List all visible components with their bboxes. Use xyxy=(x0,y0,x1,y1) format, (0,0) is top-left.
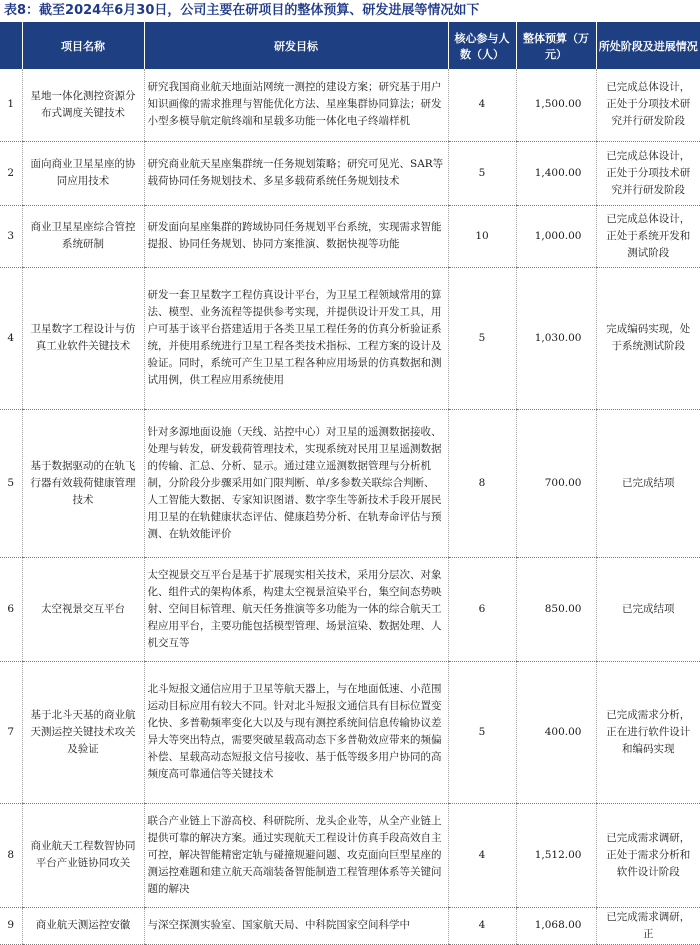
project-budget: 400.00 xyxy=(516,661,596,803)
row-index: 6 xyxy=(0,557,22,661)
table-row xyxy=(0,267,700,409)
project-goal: 研发面向星座集群的跨域协同任务规划平台系统，实现需求智能提报、协同任务规划、协同方案推演、数据快视等功能 xyxy=(144,205,448,267)
project-budget: 700.00 xyxy=(516,409,596,557)
project-budget: 1,000.00 xyxy=(516,205,596,267)
header-people: 核心参与人数（人） xyxy=(448,22,516,69)
project-goal: 研究商业航天星座集群统一任务规划策略；研究可见光、SAR等载荷协同任务规划技术、多星多载荷系统任务规划技术 xyxy=(144,141,448,205)
project-people: 5 xyxy=(448,267,516,409)
project-name: 商业卫星星座综合管控系统研制 xyxy=(22,205,144,267)
project-goal: 联合产业链上下游高校、科研院所、龙头企业等，从全产业链上提供可靠的解决方案。通过实现航天工程设计仿真手段高效自主可控，解决智能精密定轨与碰撞规避问题、攻克面向巨型星座的测运控难题和建立航天高端装备智能制造工程管理体系等关键问题的解决 xyxy=(144,803,448,907)
table-row xyxy=(0,69,700,141)
row-index: 3 xyxy=(0,205,22,267)
project-budget: 1,512.00 xyxy=(516,803,596,907)
project-people: 6 xyxy=(448,557,516,661)
project-people: 8 xyxy=(448,409,516,557)
project-budget: 1,068.00 xyxy=(516,907,596,944)
project-stage: 已完成总体设计，正处于分项技术研究并行研发阶段 xyxy=(596,69,700,141)
project-stage: 已完成总体设计，正处于系统开发和测试阶段 xyxy=(596,205,700,267)
table-row xyxy=(0,409,700,557)
project-goal: 与深空探测实验室、国家航天局、中科院国家空间科学中 xyxy=(144,907,448,944)
row-index: 8 xyxy=(0,803,22,907)
project-name: 基于数据驱动的在轨飞行器有效载荷健康管理技术 xyxy=(22,409,144,557)
project-people: 4 xyxy=(448,803,516,907)
project-budget: 1,030.00 xyxy=(516,267,596,409)
header-stage: 所处阶段及进展情况 xyxy=(596,22,700,69)
project-name: 商业航天测运控安徽 xyxy=(22,907,144,944)
row-index: 1 xyxy=(0,69,22,141)
table-caption: 表8：截至2024年6月30日，公司主要在研项目的整体预算、研发进展等情况如下 xyxy=(4,3,480,18)
project-stage: 已完成总体设计，正处于分项技术研究并行研发阶段 xyxy=(596,141,700,205)
project-goal: 研究我国商业航天地面站网统一测控的建设方案；研究基于用户知识画像的需求推理与智能优化方法、星座集群协同算法；研发小型多模导航定航终端和星载多功能一体化电子终端样机 xyxy=(144,69,448,141)
project-stage: 已完成需求调研，正 xyxy=(596,907,700,944)
header-project-name: 项目名称 xyxy=(22,22,144,69)
table-row xyxy=(0,907,700,944)
project-name: 太空视景交互平台 xyxy=(22,557,144,661)
table-row xyxy=(0,141,700,205)
header-index xyxy=(0,22,22,69)
project-budget: 1,400.00 xyxy=(516,141,596,205)
project-people: 5 xyxy=(448,661,516,803)
project-name: 商业航天工程数智协同平台产业链协同攻关 xyxy=(22,803,144,907)
table-row xyxy=(0,661,700,803)
row-index: 7 xyxy=(0,661,22,803)
project-stage: 已完成结项 xyxy=(596,557,700,661)
project-stage: 已完成需求分析，正在进行软件设计和编码实现 xyxy=(596,661,700,803)
project-people: 5 xyxy=(448,141,516,205)
project-name: 基于北斗天基的商业航天测运控关键技术攻关及验证 xyxy=(22,661,144,803)
project-budget: 850.00 xyxy=(516,557,596,661)
projects-table xyxy=(0,22,700,945)
table-row xyxy=(0,205,700,267)
project-people: 4 xyxy=(448,69,516,141)
table-row xyxy=(0,803,700,907)
row-index: 2 xyxy=(0,141,22,205)
project-people: 4 xyxy=(448,907,516,944)
header-goal: 研发目标 xyxy=(144,22,448,69)
project-budget: 1,500.00 xyxy=(516,69,596,141)
project-name: 面向商业卫星星座的协同应用技术 xyxy=(22,141,144,205)
project-goal: 研发一套卫星数字工程仿真设计平台，为卫星工程领域常用的算法、模型、业务流程等提供参考实现，并提供设计开发工具，用户可基于该平台搭建适用于各类卫星工程任务的仿真分析验证系统，并使用系统进行卫星工程各类技术指标、工程方案的设计及验证。同时，系统可产生卫星工程各种应用场景的仿真数据和测试用例，供工程应用系统使用 xyxy=(144,267,448,409)
table-row xyxy=(0,557,700,661)
project-goal: 太空视景交互平台是基于扩展现实相关技术，采用分层次、对象化、组件式的架构体系，构建太空视景渲染平台，集空间态势映射、空间目标管理、航天任务推演等多功能为一体的综合航天工程应用平台，主要功能包括模型管理、场景渲染、数据处理、人机交互等 xyxy=(144,557,448,661)
project-stage: 已完成需求调研，正处于需求分析和软件设计阶段 xyxy=(596,803,700,907)
project-goal: 北斗短报文通信应用于卫星等航天器上，与在地面低速、小范围运动目标应用有较大不同。针对北斗短报文通信具有目标位置变化快、多普勒频率变化大以及与现有测控系统间信息传输协议差异大等突出特点，需要突破星载高动态下多普勒效应带来的频偏补偿、星载高动态短报文信号接收、基于低等级多用户协同的高频度高可靠通信等关键技术 xyxy=(144,661,448,803)
project-name: 星地一体化测控资源分布式调度关键技术 xyxy=(22,69,144,141)
row-index: 5 xyxy=(0,409,22,557)
row-index: 9 xyxy=(0,907,22,944)
project-name: 卫星数字工程设计与仿真工业软件关键技术 xyxy=(22,267,144,409)
row-index: 4 xyxy=(0,267,22,409)
project-stage: 已完成结项 xyxy=(596,409,700,557)
project-people: 10 xyxy=(448,205,516,267)
project-goal: 针对多源地面设施（天线、站控中心）对卫星的遥测数据接收、处理与转发，研发载荷管理技术，实现系统对民用卫星遥测数据的传输、汇总、分析、显示。通过建立遥测数据管理与分析机制，分阶段分步骤采用如门限判断、单/多参数关联综合判断、人工智能大数据、专家知识图谱、数字孪生等新技术手段开展民用卫星的在轨健康状态评估、健康趋势分析、在轨寿命评估与预测、在轨效能评价 xyxy=(144,409,448,557)
table-header-row xyxy=(0,22,700,69)
project-stage: 完成编码实现，处于系统测试阶段 xyxy=(596,267,700,409)
header-budget: 整体预算（万元） xyxy=(516,22,596,69)
